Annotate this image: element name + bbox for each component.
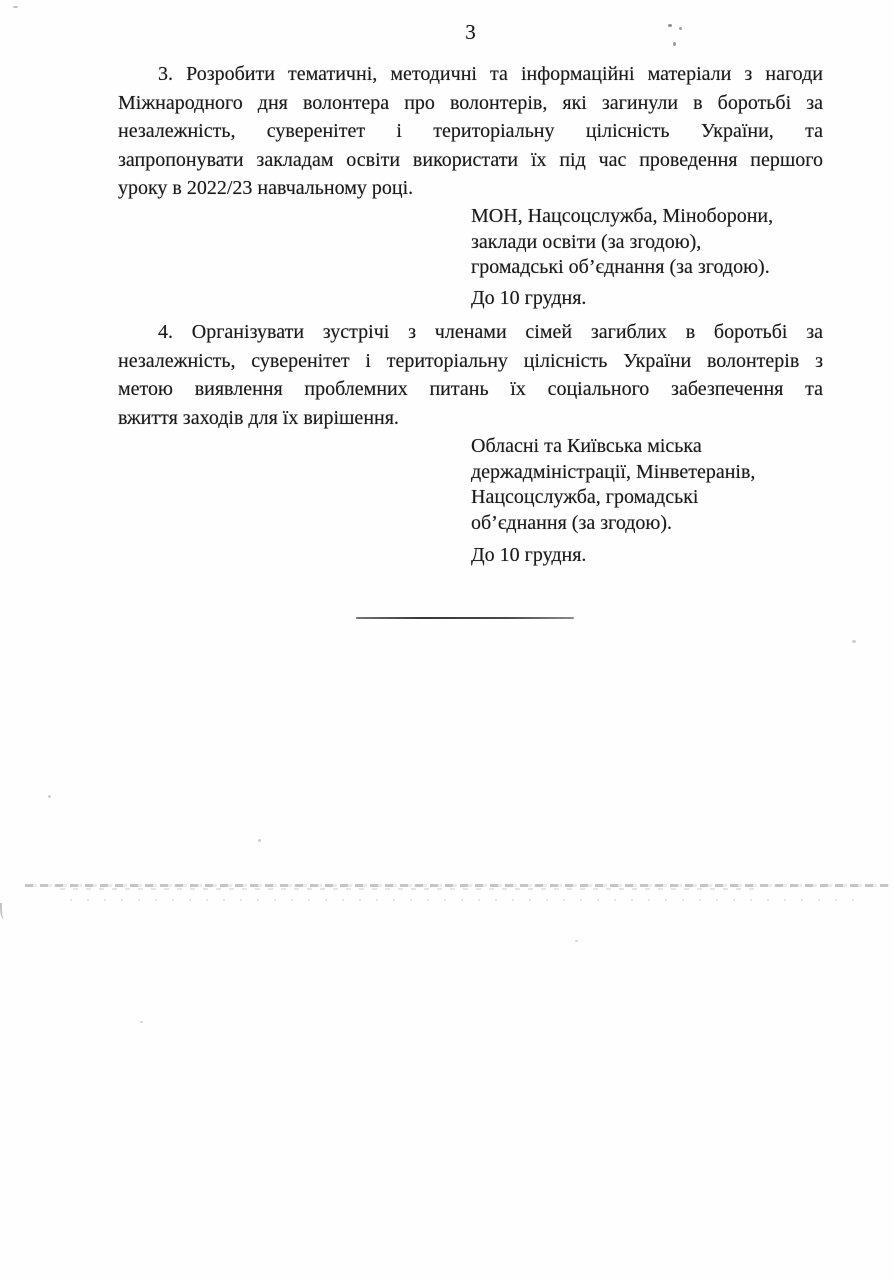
scan-noise-band — [25, 884, 889, 887]
responsible-line: заклади освіти (за згодою), — [471, 230, 702, 253]
page-number: 3 — [465, 20, 476, 44]
signature-separator-line — [356, 617, 574, 619]
paragraph-line: уроку в 2022/23 навчальному році. — [118, 177, 414, 200]
scan-speck — [668, 24, 672, 27]
responsible-line: Нацсоцслужба, громадські — [471, 486, 699, 508]
paragraph-line: незалежність, суверенітет і територіальну цілісність України, та — [118, 120, 823, 143]
responsible-parties-item-3 — [471, 204, 831, 281]
paragraph-line: Міжнародного дня волонтера про волонтерів, які загинули в боротьбі за — [118, 91, 823, 114]
scan-speck — [140, 1021, 143, 1023]
scan-speck — [673, 42, 676, 46]
paragraph-line: незалежність, суверенітет і територіальну цілісність України волонтерів з — [118, 349, 823, 372]
deadline-item-4: До 10 грудня. — [471, 544, 587, 566]
scan-speck — [575, 940, 578, 942]
deadline-item-3: До 10 грудня. — [471, 287, 587, 309]
scan-speck — [48, 795, 51, 798]
scan-speck — [13, 6, 18, 8]
paragraph-item-4 — [118, 318, 823, 432]
responsible-line: громадські об’єднання (за згодою). — [471, 256, 770, 278]
responsible-line: МОН, Нацсоцслужба, Міноборони, — [471, 205, 774, 227]
scan-speck — [258, 839, 261, 842]
paragraph-line: вжиття заходів для їх вирішення. — [118, 406, 399, 429]
paragraph-line: 3. Розробити тематичні, методичні та інформаційні матеріали з нагоди — [158, 63, 823, 85]
scan-speck — [852, 640, 856, 643]
scan-noise-band — [60, 888, 760, 890]
responsible-line: Обласні та Київська міська — [471, 435, 702, 457]
scan-edge-mark — [0, 903, 7, 919]
paragraph-line: 4. Організувати зустрічі з членами сімей загиблих в боротьбі за — [158, 321, 823, 343]
responsible-line: об’єднання (за згодою). — [471, 511, 673, 534]
paragraph-line: метою виявлення проблемних питань їх соціального забезпечення та — [118, 378, 823, 401]
paragraph-item-3 — [118, 60, 823, 203]
responsible-line: держадміністрації, Мінветеранів, — [471, 460, 756, 483]
scan-noise-band — [70, 899, 860, 901]
scan-speck — [679, 27, 682, 30]
paragraph-line: запропонувати закладам освіти використати їх під час проведення першого — [118, 148, 823, 171]
responsible-parties-item-4 — [471, 434, 831, 536]
